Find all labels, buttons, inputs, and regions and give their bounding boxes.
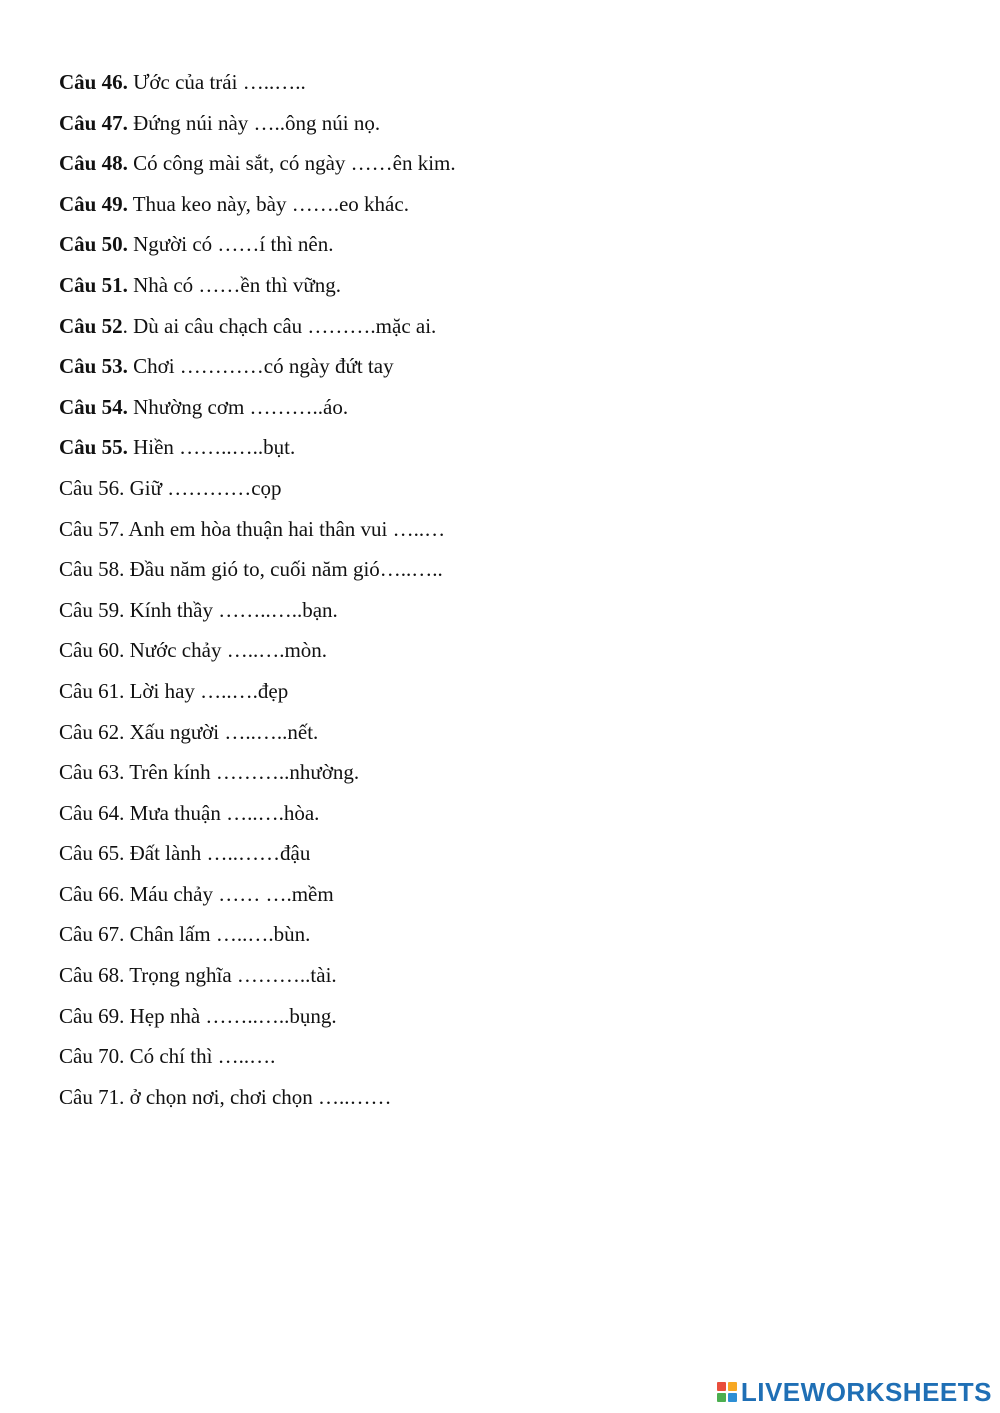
question-line (59, 549, 959, 590)
question-line (59, 955, 959, 996)
question-text: Đứng núi này …..ông núi nọ. (127, 110, 381, 135)
question-text: Kính thầy ……..…..bạn. (124, 597, 338, 622)
question-text: Trọng nghĩa ………..tài. (124, 963, 337, 988)
liveworksheets-icon (717, 1382, 737, 1402)
logo-square (728, 1382, 737, 1391)
question-number: Câu 70. (59, 1044, 125, 1069)
brand-name: LIVEWORKSHEETS (740, 1376, 992, 1407)
question-line (59, 62, 959, 103)
question-line (59, 874, 959, 915)
question-number: Câu 67. (59, 922, 125, 947)
question-line (59, 346, 959, 387)
question-line (59, 996, 959, 1037)
liveworksheets-logo (717, 1377, 992, 1407)
question-line (59, 712, 959, 753)
question-text: Chân lấm …..….bùn. (124, 922, 311, 947)
question-line (59, 265, 959, 306)
question-line (59, 427, 959, 468)
question-text: Nhường cơm ………..áo. (127, 394, 349, 419)
logo-square (728, 1393, 737, 1402)
worksheet (59, 62, 959, 1117)
question-line (59, 590, 959, 631)
question-line (59, 630, 959, 671)
question-text: Người có ……í thì nên. (127, 232, 334, 257)
question-text: Nhà có ……ền thì vững. (127, 272, 342, 297)
question-line (59, 793, 959, 834)
question-text: Anh em hòa thuận hai thân vui …..… (124, 516, 446, 541)
question-number: Câu 68. (59, 963, 125, 988)
question-text: Nước chảy …..….mòn. (124, 638, 328, 663)
question-line (59, 914, 959, 955)
logo-square (717, 1393, 726, 1402)
question-line (59, 1036, 959, 1077)
question-text: Lời hay …..….đẹp (124, 678, 289, 703)
question-line (59, 387, 959, 428)
question-line (59, 1077, 959, 1118)
question-text: Đầu năm gió to, cuối năm gió…..….. (124, 557, 443, 582)
question-line (59, 468, 959, 509)
question-line (59, 143, 959, 184)
question-line (59, 752, 959, 793)
question-number: Câu 69. (59, 1003, 125, 1028)
question-number: Câu 57. (59, 516, 125, 541)
question-number: Câu 62. (59, 719, 125, 744)
question-number: Câu 51. (59, 272, 128, 297)
question-text: . Dù ai câu chạch câu ……….mặc ai. (122, 313, 437, 338)
question-text: Hẹp nhà ……..…..bụng. (124, 1003, 337, 1028)
question-text: Đất lành …..……đậu (124, 841, 311, 866)
question-number: Câu 46. (59, 70, 128, 94)
question-text: Xấu người …..…..nết. (124, 719, 319, 744)
question-text: Thua keo này, bày …….eo khác. (127, 191, 409, 216)
question-number: Câu 49. (59, 191, 128, 216)
question-number: Câu 53. (59, 354, 128, 379)
question-number: Câu 47. (59, 110, 128, 135)
question-text: Chơi …………có ngày đứt tay (127, 354, 394, 379)
question-text: Mưa thuận …..….hòa. (124, 800, 320, 825)
question-number: Câu 71. (59, 1084, 125, 1109)
question-line (59, 184, 959, 225)
question-line (59, 833, 959, 874)
question-number: Câu 61. (59, 678, 125, 703)
question-number: Câu 56. (59, 475, 125, 500)
question-number: Câu 65. (59, 841, 125, 866)
question-text: Ước của trái …..….. (127, 70, 306, 94)
question-text: Có chí thì …..…. (124, 1044, 276, 1069)
question-number: Câu 59. (59, 597, 125, 622)
question-number: Câu 54. (59, 394, 128, 419)
question-number: Câu 52 (59, 313, 123, 338)
question-line (59, 103, 959, 144)
question-line (59, 224, 959, 265)
question-number: Câu 63. (59, 760, 125, 785)
question-text: Hiền ……..…..bụt. (127, 435, 296, 460)
question-number: Câu 50. (59, 232, 128, 257)
logo-square (717, 1382, 726, 1391)
question-text: Giữ …………cọp (124, 475, 282, 500)
question-line (59, 509, 959, 550)
question-text: ở chọn nơi, chơi chọn …..…… (124, 1084, 392, 1109)
question-text: Máu chảy …… ….mềm (124, 881, 334, 906)
question-number: Câu 64. (59, 800, 125, 825)
question-text: Có công mài sắt, có ngày ……ên kim. (127, 151, 456, 176)
question-number: Câu 48. (59, 151, 128, 176)
question-line (59, 306, 959, 347)
question-number: Câu 60. (59, 638, 125, 663)
question-number: Câu 66. (59, 881, 125, 906)
question-text: Trên kính ………..nhường. (124, 760, 360, 785)
question-line (59, 671, 959, 712)
question-number: Câu 55. (59, 435, 128, 460)
question-number: Câu 58. (59, 557, 125, 582)
